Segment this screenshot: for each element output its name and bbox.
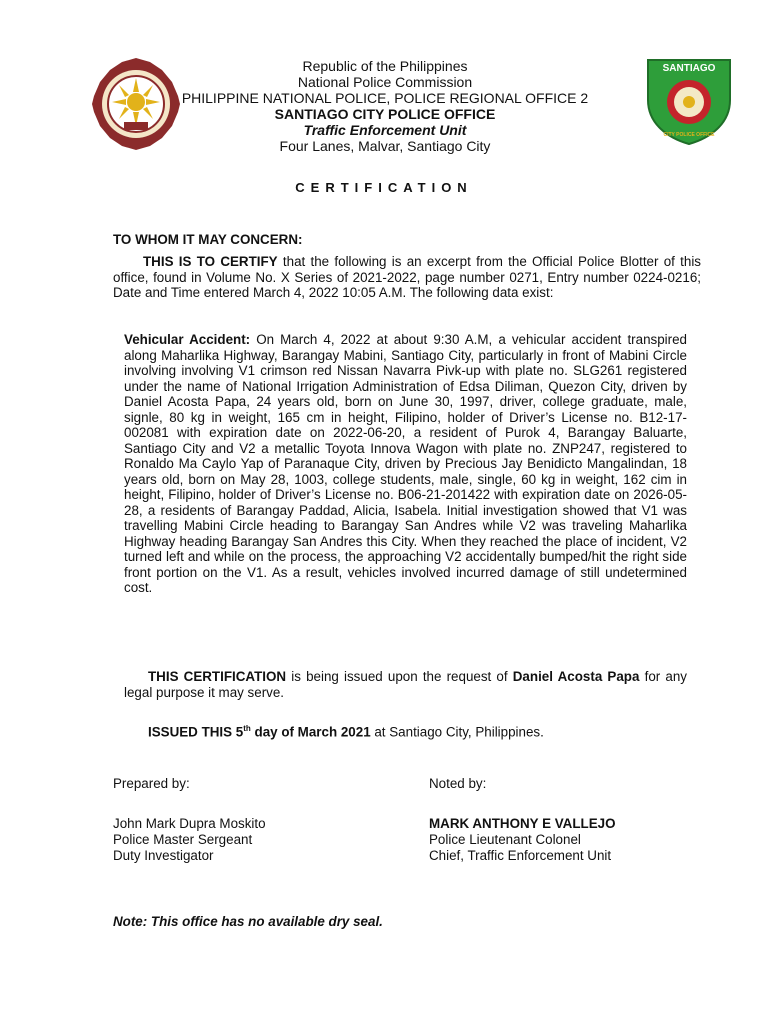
- header-pnp-region: PHILIPPINE NATIONAL POLICE, POLICE REGIONAL OFFICE 2: [181, 90, 589, 106]
- noted-by-block: [429, 816, 616, 864]
- header-address: Four Lanes, Malvar, Santiago City: [279, 138, 491, 154]
- salutation: TO WHOM IT MAY CONCERN:: [113, 232, 303, 247]
- header-napolcom: National Police Commission: [297, 74, 473, 90]
- dry-seal-note: Note: This office has no available dry seal.: [113, 914, 383, 929]
- prepared-name: John Mark Dupra Moskito: [113, 816, 266, 831]
- noted-rank: Police Lieutenant Colonel: [429, 832, 581, 847]
- header-unit: Traffic Enforcement Unit: [303, 122, 467, 138]
- header-republic: Republic of the Philippines: [302, 58, 468, 74]
- issued-prefix: ISSUED THIS 5: [148, 724, 244, 740]
- prepared-rank: Police Master Sergeant: [113, 832, 253, 847]
- prepared-role: Duty Investigator: [113, 848, 214, 863]
- cert-lead: THIS CERTIFICATION: [148, 669, 287, 684]
- cert-requester: Daniel Acosta Papa: [512, 669, 640, 684]
- noted-by-label: Noted by:: [429, 776, 487, 791]
- issued-sup: th: [243, 724, 251, 733]
- certification-paragraph: [124, 669, 687, 700]
- letterhead: [150, 58, 620, 154]
- incident-text: On March 4, 2022 at about 9:30 A.M, a vehicular accident transpired along Maharlika Highway, Barangay Mabini, Santiago City, particularly in front of Mabini Circle involving involving V1 crimson red Nissan Navarra Pivk-up with plate no. SLG261 registered under the name of National Irrigation Administration of Edsa Diliman, Quezon City, driven by Daniel Acosta Papa, 24 years old, born on June 30, 1997, driver, college graduate, male, signle, 80 kg in weight, 165 cm in height, Filipino, holder of Driver’s License no. B12-17-002081 with expiration date on 2022-06-20, a resident of Purok 4, Barangay Baluarte, Santiago City and V2 a metallic Toyota Innova Wagon with plate no. ZNP247, registered to Ronaldo Ma Caylo Yap of Paranaque City, driven by Precious Jay Benidicto Mangalindan, 18 years old, born on May 28, 1003, college students, male, single, 60 kg in weight, 162 cim in height, Filipino, holder of Driver’s License no. B06-21-201422 with expiration date on 2026-05-28, a residents of Barangay Paddad, Alicia, Isabela. Initial investigation showed that V1 was travelling Mabini Circle heading to Barangay San Andres while V2 was traveling Maharlika Highway heading Barangay San Andres this City. When they reached the place of incident, V2 turned left and while on the process, the approaching V2 accidentally bumped/hit the right side front portion on the V1. As a result, vehicles involved incurred damage of still undetermined cost.: [124, 332, 688, 595]
- santiago-police-logo: [644, 56, 734, 146]
- cert-tail: for any legal purpose it may serve.: [124, 669, 687, 700]
- intro-text: that the following is an excerpt from the Official Police Blotter of this office, found in Volume No. X Series of 2021-2022, page number 0271, Entry number 0224-0216; Date and Time entered March 4, 2022 10:05 A.M. The following data exist:: [113, 254, 701, 300]
- logo-bottom-text: CITY POLICE OFFICE: [663, 132, 715, 138]
- noted-name: MARK ANTHONY E VALLEJO: [429, 816, 616, 831]
- issued-suffix: at Santiago City, Philippines.: [370, 724, 544, 740]
- header-office: SANTIAGO CITY POLICE OFFICE: [274, 106, 496, 122]
- document-title: CERTIFICATION: [295, 180, 473, 195]
- logo-top-text: SANTIAGO: [662, 63, 716, 74]
- noted-role: Chief, Traffic Enforcement Unit: [429, 848, 612, 863]
- prepared-by-label: Prepared by:: [113, 776, 190, 791]
- incident-paragraph: [124, 332, 687, 596]
- prepared-by-block: [113, 816, 266, 864]
- issued-line: [148, 724, 544, 739]
- intro-lead: THIS IS TO CERTIFY: [143, 254, 278, 269]
- cert-text: is being issued upon the request of: [286, 669, 513, 684]
- intro-paragraph: [113, 254, 701, 301]
- issued-middle: day of March 2021: [250, 724, 371, 740]
- incident-lead: Vehicular Accident:: [124, 332, 251, 347]
